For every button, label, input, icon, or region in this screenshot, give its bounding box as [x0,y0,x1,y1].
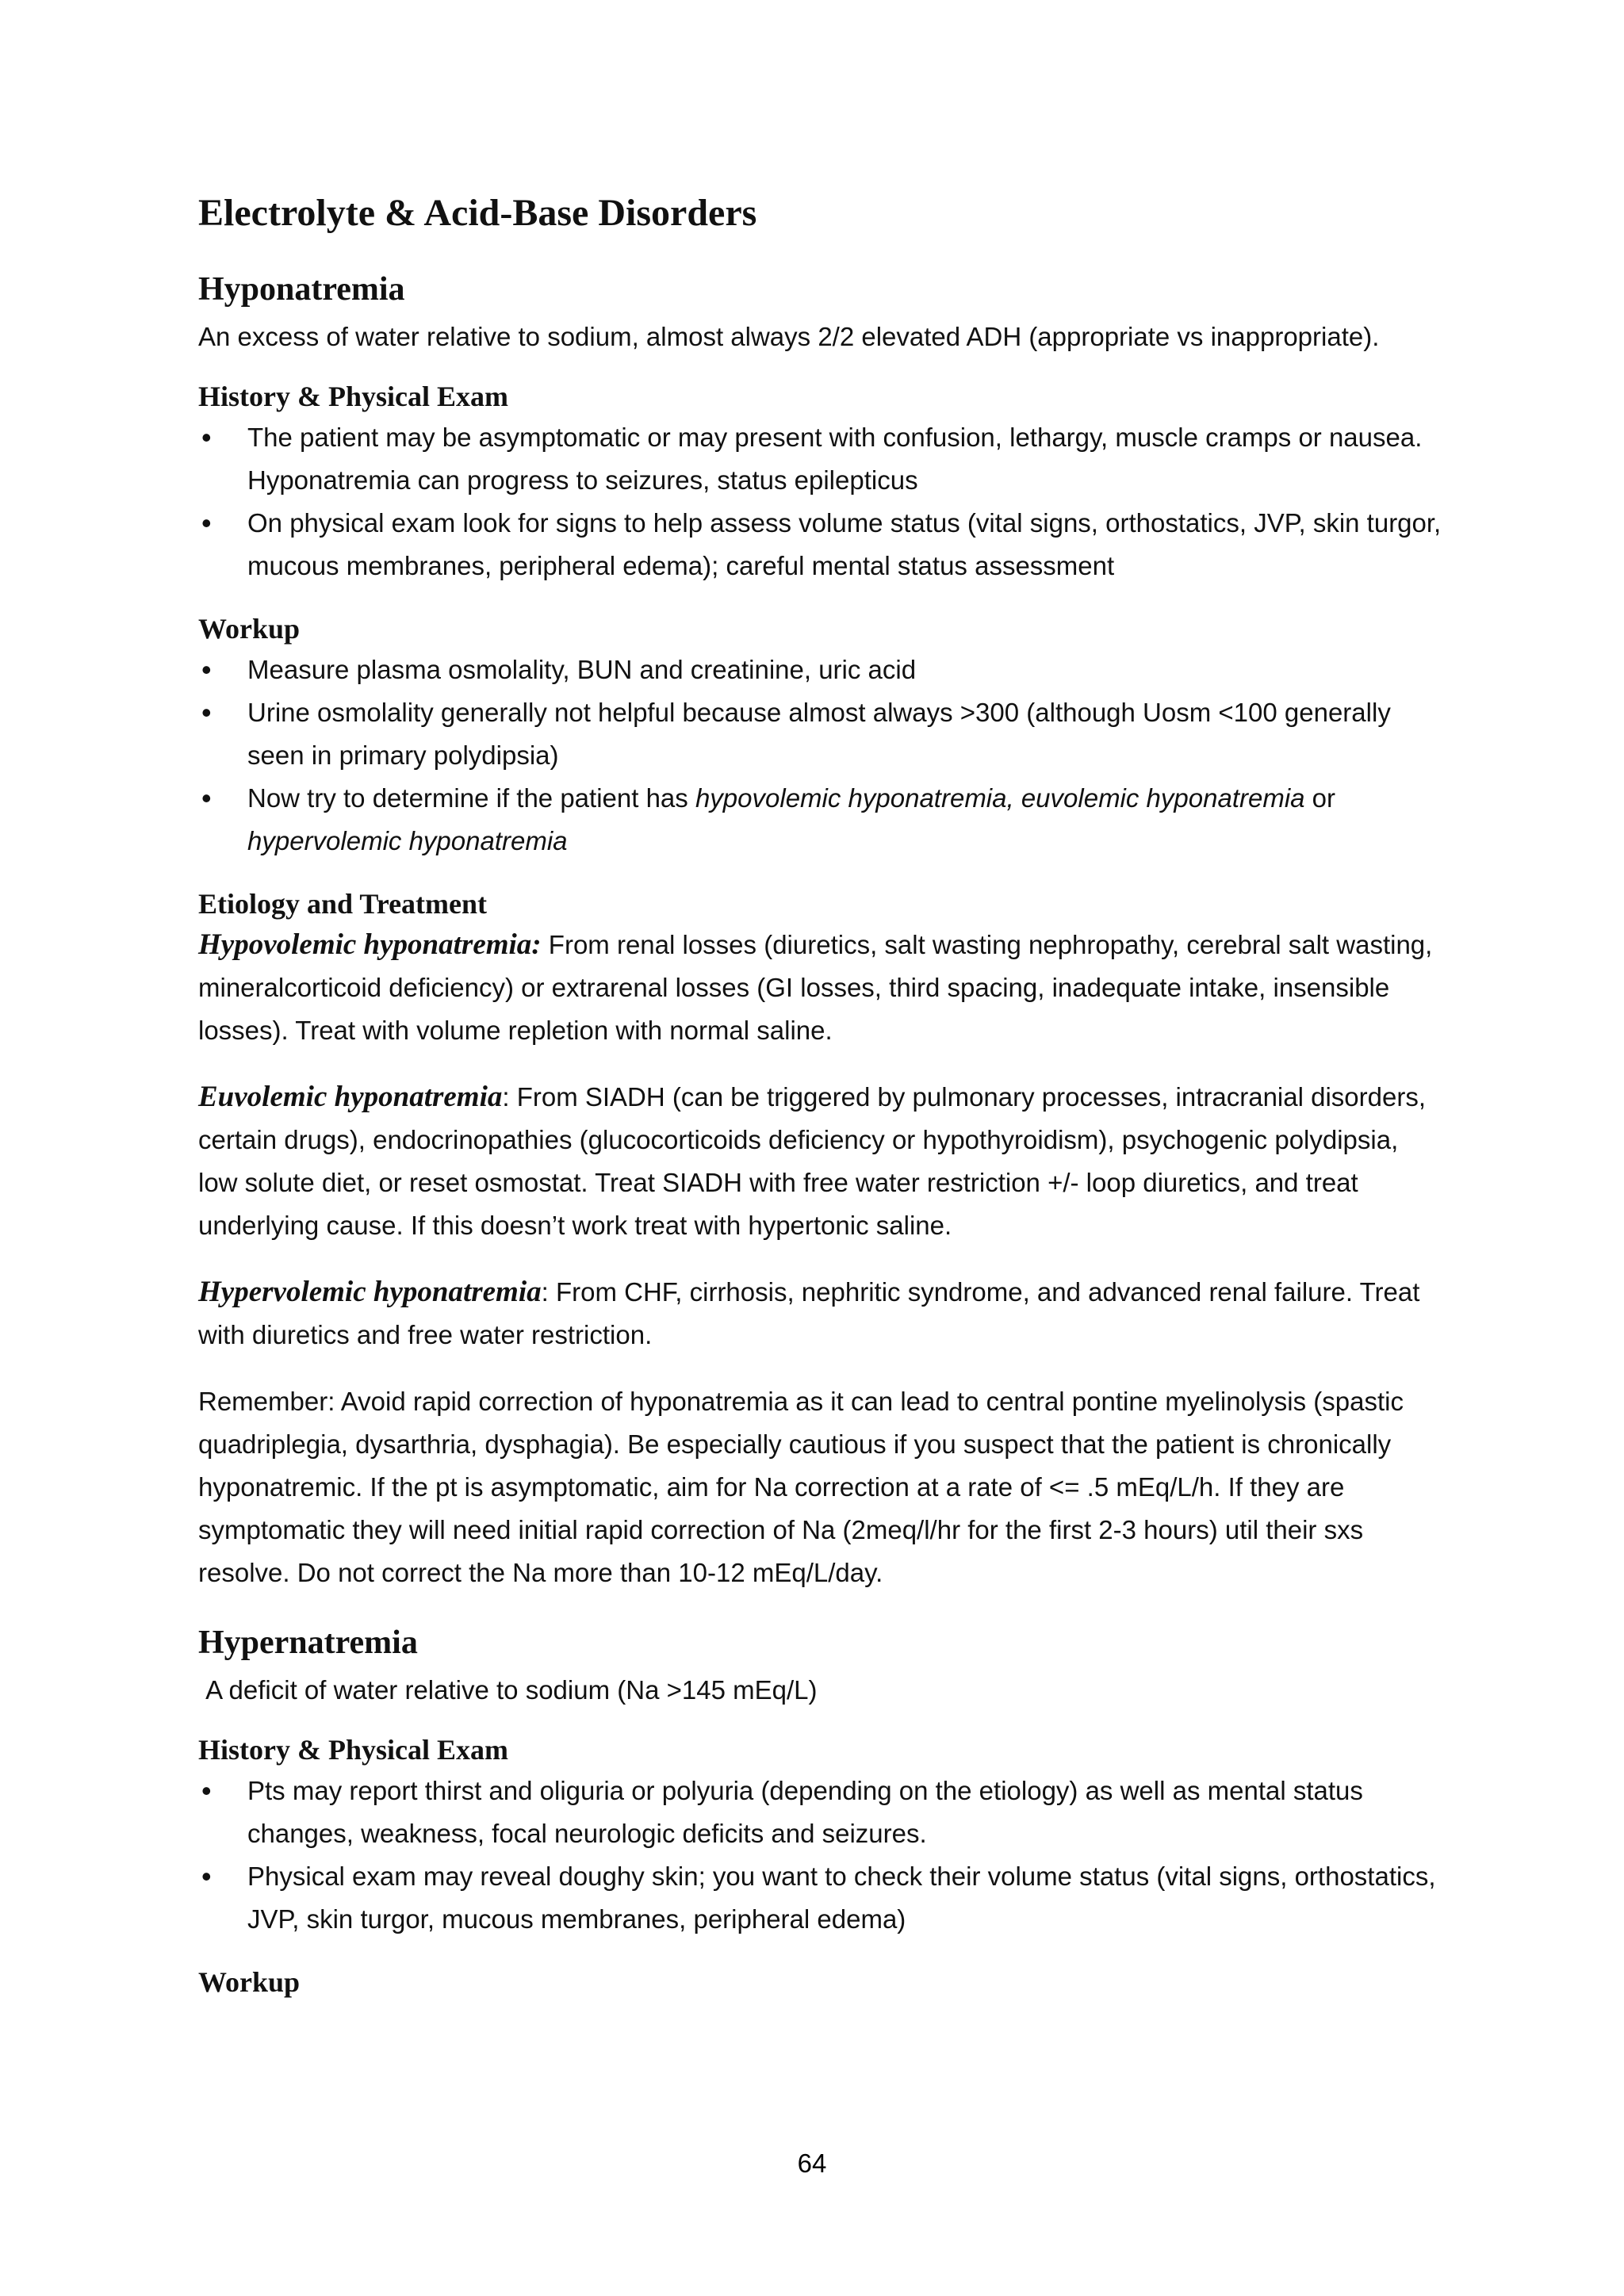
hyponatremia-workup-heading: Workup [198,612,301,645]
workup-item3-mid: or [1304,783,1336,813]
hyponatremia-intro: An excess of water relative to sodium, almost always 2/2 elevated ADH (appropriate vs inappropriate). [198,321,1380,351]
page-number: 64 [797,2149,827,2178]
workup-item3-em2: hypervolemic hyponatremia [247,825,568,855]
hyponatremia-hp-list [198,416,1442,587]
hypovolemic-text: From renal losses (diuretics, salt wasting nephropathy, cerebral salt wasting, mineralcorticoid deficiency) or extrarenal losses (GI losses, third spacing, inadequate intake, insensible losses). Treat with volume repletion with normal saline. [198,929,1433,1045]
list-item [198,777,1442,863]
list-item: • Measure plasma osmolality, BUN and creatinine, uric acid [198,649,1442,691]
hypovolemic-lead: Hypovolemic hyponatremia: [198,928,542,961]
list-item: • Urine osmolality generally not helpful because almost always >300 (although Uosm <100 generally seen in primary polydipsia) [198,691,1442,777]
hypervolemic-paragraph [198,1271,1442,1357]
hypovolemic-paragraph [198,924,1442,1052]
hypervolemic-text: : From CHF, cirrhosis, nephritic syndrome, and advanced renal failure. Treat with diuretics and free water restriction. [198,1276,1420,1349]
hyponatremia-workup-list [198,649,1442,863]
hypervolemic-lead: Hypervolemic hyponatremia [198,1275,542,1308]
list-item: • The patient may be asymptomatic or may present with confusion, lethargy, muscle cramps or nausea. Hyponatremia can progress to seizures, status epilepticus [198,416,1442,502]
hypernatremia-intro: A deficit of water relative to sodium (Na >145 mEq/L) [198,1675,818,1705]
document-title: Electrolyte & Acid-Base Disorders [198,192,757,234]
remember-paragraph: Remember: Avoid rapid correction of hyponatremia as it can lead to central pontine myelinolysis (spastic quadriplegia, dysarthria, dysphagia). Be especially cautious if you suspect that the patient is chronically hyponatremic. If the pt is asymptomatic, aim for Na correction at a rate of <= .5 mEq/L/h. If they are symptomatic they will need initial rapid correction of Na (2meq/l/hr for the first 2-3 hours) util their sxs resolve. Do not correct the Na more than 10-12 mEq/L/day. [198,1386,1404,1587]
workup-item3-em1: hypovolemic hyponatremia, euvolemic hyponatremia [695,783,1305,813]
hypernatremia-workup-heading: Workup [198,1966,301,1999]
euvolemic-text: : From SIADH (can be triggered by pulmonary processes, intracranial disorders, certain drugs), endocrinopathies (glucocorticoids deficiency or hypothyroidism), psychogenic polydipsia, low solute diet, or reset osmostat. Treat SIADH with free water restriction +/- loop diuretics, and treat underlying cause. If this doesn’t work treat with hypertonic saline. [198,1081,1426,1240]
hypernatremia-hp-heading: History & Physical Exam [198,1734,508,1766]
hypernatremia-hp-list [198,1770,1442,1941]
list-item: • Pts may report thirst and oliguria or polyuria (depending on the etiology) as well as mental status changes, weakness, focal neurologic deficits and seizures. [198,1770,1442,1855]
euvolemic-paragraph [198,1076,1442,1247]
workup-item3-pre: Now try to determine if the patient has [247,783,695,813]
hyponatremia-hp-heading: History & Physical Exam [198,380,508,412]
section-title-hyponatremia: Hyponatremia [198,270,405,308]
section-title-hypernatremia: Hypernatremia [198,1624,418,1661]
euvolemic-lead: Euvolemic hyponatremia [198,1080,503,1113]
list-item: • Physical exam may reveal doughy skin; you want to check their volume status (vital signs, orthostatics, JVP, skin turgor, mucous membranes, peripheral edema) [198,1855,1442,1941]
hyponatremia-etiology-heading: Etiology and Treatment [198,887,488,920]
list-item: • On physical exam look for signs to help assess volume status (vital signs, orthostatics, JVP, skin turgor, mucous membranes, peripheral edema); careful mental status assessment [198,502,1442,587]
